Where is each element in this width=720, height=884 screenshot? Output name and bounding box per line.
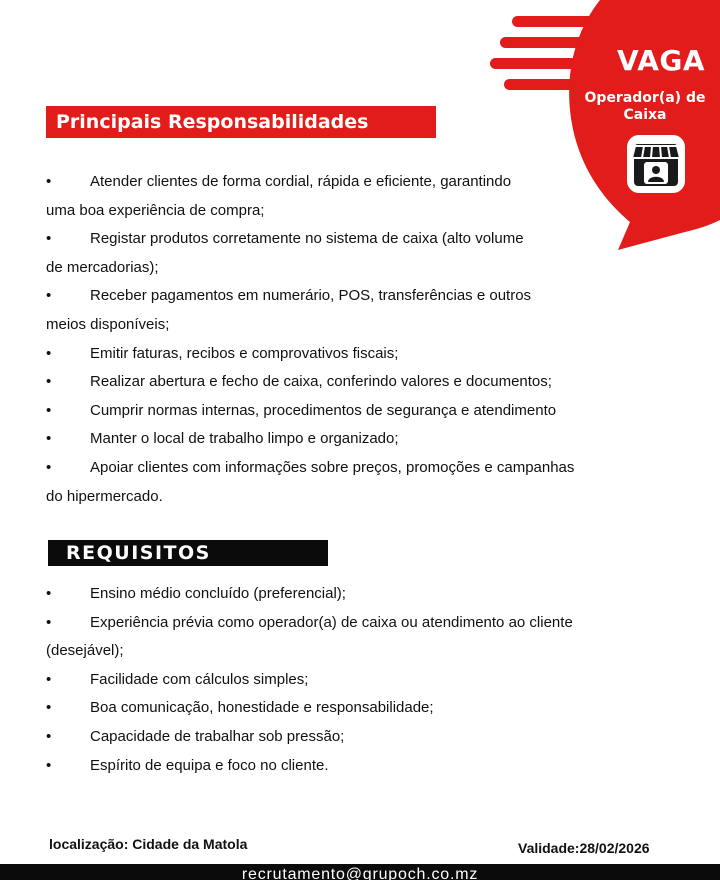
list-item — [46, 397, 616, 426]
list-item-text: Atender clientes de forma cordial, rápida e eficiente, garantindo — [90, 173, 512, 190]
requirements-list — [46, 580, 616, 780]
requirements-heading: REQUISITOS — [48, 540, 328, 566]
list-item — [46, 225, 616, 282]
store-icon — [626, 134, 686, 194]
list-item — [46, 282, 616, 339]
list-item-text-continued: do hipermercado. — [46, 487, 163, 505]
bullet-icon: • — [46, 458, 52, 476]
list-item-text: Registar produtos corretamente no sistema de caixa (alto volume — [90, 230, 524, 248]
list-item — [46, 425, 616, 454]
bullet-icon: • — [46, 344, 52, 362]
list-item-text: Emitir faturas, recibos e comprovativos fiscais; — [90, 344, 399, 362]
list-item-text: Capacidade de trabalhar sob pressão; — [90, 727, 345, 745]
badge-subtitle-line1: Operador(a) de — [584, 90, 706, 106]
list-item-text: Realizar abertura e fecho de caixa, conferindo valores e documentos; — [90, 373, 552, 391]
list-item-text-continued: (desejável); — [46, 642, 124, 660]
list-item-text-continued: meios disponíveis; — [46, 315, 170, 333]
list-item — [46, 666, 616, 695]
location-text: localização: Cidade da Matola — [49, 836, 248, 852]
badge-title: VAGA — [616, 44, 706, 77]
list-item — [46, 723, 616, 752]
list-item-text: Cumprir normas internas, procedimentos de segurança e atendimento — [90, 401, 557, 419]
bullet-icon: • — [46, 727, 52, 745]
bullet-icon: • — [46, 173, 52, 190]
bullet-icon: • — [46, 401, 52, 419]
badge-subtitle — [570, 90, 720, 124]
list-item — [46, 609, 616, 666]
responsibilities-list — [46, 168, 616, 511]
list-item-text: Experiência prévia como operador(a) de caixa ou atendimento ao cliente — [90, 613, 573, 631]
list-item — [46, 752, 616, 781]
list-item-text: Ensino médio concluído (preferencial); — [90, 585, 346, 602]
bullet-icon: • — [46, 585, 52, 602]
bullet-icon: • — [46, 373, 52, 391]
bullet-icon: • — [46, 613, 52, 631]
list-item-text-continued: de mercadorias); — [46, 258, 159, 276]
list-item — [46, 368, 616, 397]
responsibilities-heading: Principais Responsabilidades — [46, 106, 436, 138]
list-item-text: Manter o local de trabalho limpo e organizado; — [90, 430, 399, 448]
list-item-text: Facilidade com cálculos simples; — [90, 670, 309, 688]
list-item-text: Espírito de equipa e foco no cliente. — [90, 756, 329, 774]
bullet-icon: • — [46, 699, 52, 717]
list-item-text: Apoiar clientes com informações sobre preços, promoções e campanhas — [90, 458, 575, 476]
validity-text: Validade:28/02/2026 — [518, 840, 650, 856]
bullet-icon: • — [46, 287, 52, 305]
list-item — [46, 340, 616, 369]
list-item-text: Receber pagamentos em numerário, POS, transferências e outros — [90, 287, 532, 305]
list-item — [46, 454, 616, 511]
bullet-icon: • — [46, 756, 52, 774]
list-item-text: Boa comunicação, honestidade e responsabilidade; — [90, 699, 434, 717]
contact-email[interactable]: recrutamento@grupoch.co.mz — [241, 866, 479, 883]
badge-subtitle-line2: Caixa — [623, 107, 667, 123]
list-item — [46, 580, 616, 609]
bullet-icon: • — [46, 430, 52, 448]
list-item — [46, 168, 616, 225]
bullet-icon: • — [46, 670, 52, 688]
list-item — [46, 694, 616, 723]
bullet-icon: • — [46, 230, 52, 248]
list-item-text-continued: uma boa experiência de compra; — [46, 201, 265, 219]
